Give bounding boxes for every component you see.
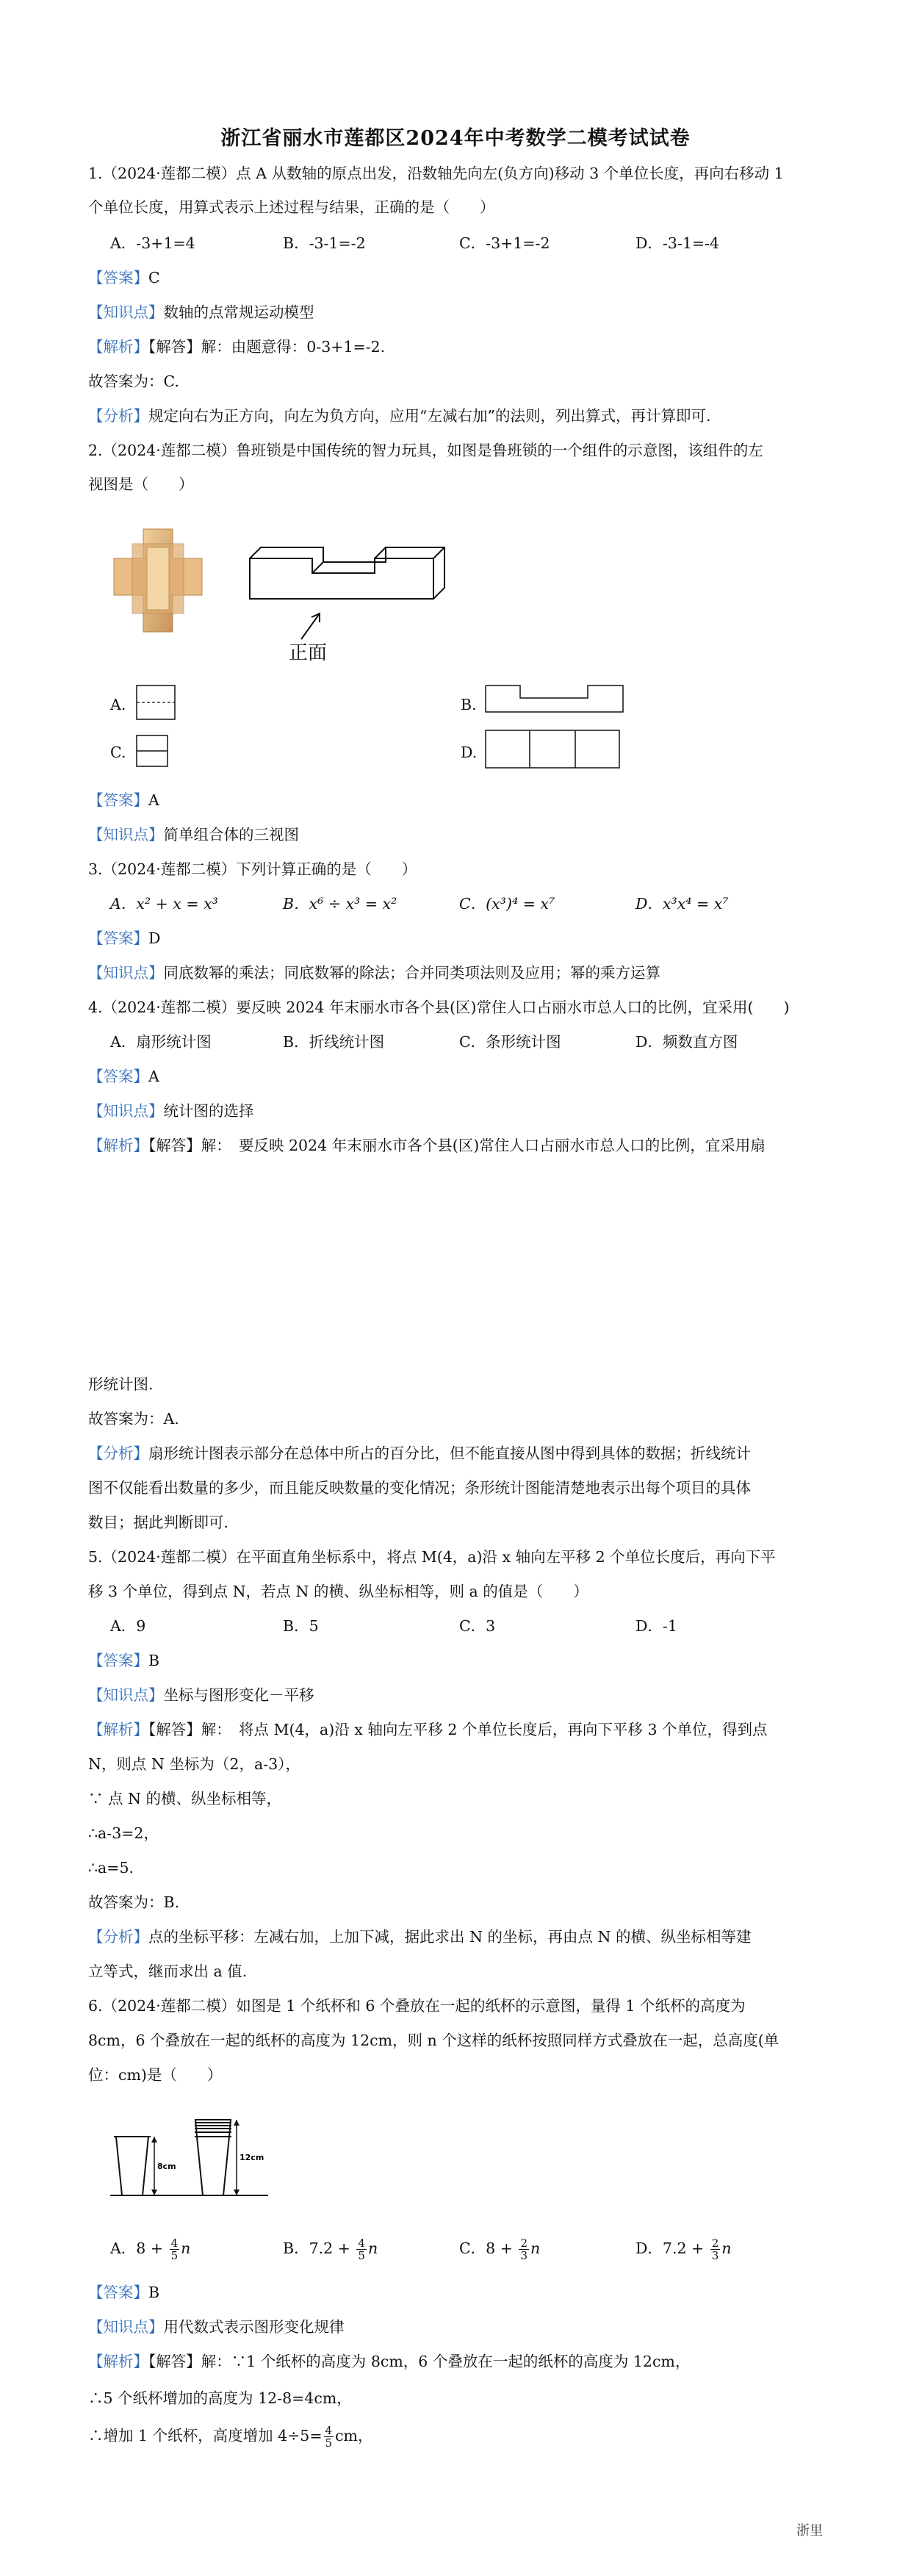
q6-option-c: C．8 + $\frac{2}{3}$ n (459, 2237, 541, 2262)
q5-stem-line-1: 5.（2024·莲都二模）在平面直角坐标系中，将点 M(4，a)沿 x 轴向左平移 2 个单位长度后，再向下平 (88, 1548, 776, 1566)
knowledge-tag: 【知识点】 (88, 303, 164, 321)
q5-note-line-2: 立等式，继而求出 a 值. (88, 1962, 248, 1980)
note-tag: 【分析】 (88, 1444, 148, 1462)
q2-answer: A (148, 791, 159, 809)
q4-option-b: B．折线统计图 (283, 1033, 385, 1051)
q5-analysis-row (88, 1719, 830, 1740)
q2-answer-row (88, 790, 830, 810)
q1-answer-row (88, 267, 830, 288)
knowledge-tag: 【知识点】 (88, 1102, 164, 1120)
q4-knowledge: 统计图的选择 (163, 1102, 254, 1120)
q3-option-b: B．x⁶ ÷ x³ = x² (283, 895, 397, 913)
q2-option-b: B. (461, 696, 477, 713)
q6-option-a: A．8 + $\frac{4}{5}$ n (110, 2237, 191, 2262)
q6-analysis-line-3: ∴增加 1 个纸杯，高度增加 4÷5= $\frac{4}{5}$ cm， (88, 2424, 373, 2450)
q4-analysis-row (88, 1135, 830, 1156)
q2-option-d: D. (461, 744, 478, 761)
q4-answer-row (88, 1066, 830, 1087)
q5-knowledge: 坐标与图形变化－平移 (163, 1686, 314, 1704)
q5-analysis-line-5: ∴a=5. (88, 1859, 134, 1877)
q5-answer: B (148, 1652, 160, 1669)
q5-answer-row (88, 1650, 830, 1671)
note-tag: 【分析】 (88, 1928, 148, 1946)
q6-option-d: D．7.2 + $\frac{2}{3}$ n (635, 2237, 732, 2262)
knowledge-tag: 【知识点】 (88, 2318, 164, 2336)
q2-stem-line-1: 2.（2024·莲都二模）鲁班锁是中国传统的智力玩具，如图是鲁班锁的一个组件的示意图，该组件的左 (88, 442, 763, 459)
answer-tag: 【答案】 (88, 1652, 148, 1669)
q6-analysis-line-1: 【解答】解：∵1 个纸杯的高度为 8cm，6 个叠放在一起的纸杯的高度为 12cm， (148, 2353, 691, 2370)
q3-knowledge: 同底数幂的乘法；同底数幂的除法；合并同类项法则及应用；幂的乘方运算 (163, 964, 660, 982)
q5-option-d: D．-1 (635, 1617, 677, 1635)
q5-analysis-line-2: N，则点 N 坐标为（2，a-3）， (88, 1755, 300, 1773)
q4-analysis-line-1: 【解答】解： 要反映 2024 年末丽水市各个县(区)常住人口占丽水市总人口的比例，宜采用扇 (148, 1137, 766, 1154)
q1-analysis: 【解答】解：由题意得：0-3+1=-2. (148, 338, 386, 356)
q1-option-a: A．-3+1=4 (110, 234, 195, 252)
q5-note-line-1: 点的坐标平移：左减右加，上加下减，据此求出 N 的坐标，再由点 N 的横、纵坐标相等建 (148, 1928, 752, 1946)
q1-option-b: B．-3-1=-2 (283, 234, 366, 252)
q2-option-b-figure (485, 685, 624, 714)
q2-option-d-figure (485, 730, 621, 770)
q6-analysis-line-2: ∴5 个纸杯增加的高度为 12-8=4cm， (88, 2389, 352, 2407)
front-label: 正面 (289, 642, 328, 664)
q3-option-d: D．x³x⁴ = x⁷ (635, 895, 729, 913)
q6-knowledge-row (88, 2317, 830, 2337)
q2-knowledge-row (88, 824, 830, 845)
q1-conclusion: 故答案为：C. (88, 373, 179, 390)
q4-option-a: A．扇形统计图 (110, 1033, 212, 1051)
q5-option-c: C．3 (459, 1617, 496, 1635)
q6-stem-line-2: 8cm，6 个叠放在一起的纸杯的高度为 12cm，则 n 个这样的纸杯按照同样方式叠放在一起，总高度(单 (88, 2032, 779, 2049)
q1-knowledge: 数轴的点常规运动模型 (163, 303, 314, 321)
luban-lock-photo (110, 525, 206, 636)
q5-note-row (88, 1926, 830, 1947)
analysis-tag: 【解析】 (88, 2353, 148, 2370)
q4-stem: 4.（2024·莲都二模）要反映 2024 年末丽水市各个县(区)常住人口占丽水市总人口的比例，宜采用( ) (88, 999, 790, 1016)
q5-option-b: B．5 (283, 1617, 319, 1635)
answer-tag: 【答案】 (88, 791, 148, 809)
paper-cups-figure (110, 2116, 272, 2201)
note-tag: 【分析】 (88, 407, 148, 425)
q3-option-a: A．x² + x = x³ (110, 895, 218, 913)
q1-stem-line-1: 1.（2024·莲都二模）点 A 从数轴的原点出发，沿数轴先向左(负方向)移动 3 个单位长度，再向右移动 1 (88, 165, 784, 182)
q3-knowledge-row (88, 963, 830, 983)
q5-stem-line-2: 移 3 个单位，得到点 N，若点 N 的横、纵坐标相等，则 a 的值是（ ） (88, 1583, 588, 1600)
q1-answer: C (148, 269, 160, 287)
analysis-tag: 【解析】 (88, 1721, 148, 1738)
q6-analysis-row (88, 2351, 830, 2372)
q4-analysis-line-2: 形统计图. (88, 1375, 154, 1393)
q6-knowledge: 用代数式表示图形变化规律 (163, 2318, 345, 2336)
q4-option-c: C．条形统计图 (459, 1033, 561, 1051)
q6-option-d-fraction: $\frac{2}{3}$ (711, 2237, 719, 2262)
q4-note-row (88, 1443, 830, 1464)
q5-analysis-line-1: 【解答】解： 将点 M(4，a)沿 x 轴向左平移 2 个单位长度后，再向下平移 3 个单位，得到点 (148, 1721, 768, 1738)
analysis-tag: 【解析】 (88, 1137, 148, 1154)
q2-option-a: A. (110, 696, 126, 713)
q3-answer-row (88, 928, 830, 949)
q4-note-line-3: 数目；据此判断即可. (88, 1514, 229, 1531)
knowledge-tag: 【知识点】 (88, 964, 164, 982)
q4-option-d: D．频数直方图 (635, 1033, 738, 1051)
q6-analysis-fraction: $\frac{4}{5}$ (325, 2424, 333, 2450)
q4-note-line-1: 扇形统计图表示部分在总体中所占的百分比，但不能直接从图中得到具体的数据；折线统计 (148, 1444, 751, 1462)
component-diagram (250, 536, 448, 669)
q2-stem-line-2: 视图是（ ） (88, 475, 194, 493)
answer-tag: 【答案】 (88, 2284, 148, 2301)
q6-option-a-fraction: $\frac{4}{5}$ (170, 2237, 179, 2262)
q6-option-b: B．7.2 + $\frac{4}{5}$ n (283, 2237, 378, 2262)
q3-option-c: C．(x³)⁴ = x⁷ (459, 895, 555, 913)
knowledge-tag: 【知识点】 (88, 1686, 164, 1704)
q5-analysis-line-4: ∴a-3=2， (88, 1824, 159, 1842)
q3-answer: D (148, 929, 161, 947)
q5-analysis-line-3: ∵ 点 N 的横、纵坐标相等， (88, 1790, 281, 1807)
q5-option-a: A．9 (110, 1617, 146, 1635)
q6-answer: B (148, 2284, 160, 2301)
q2-option-c: C. (110, 744, 126, 761)
q1-option-c: C．-3+1=-2 (459, 234, 550, 252)
stack-height-label: 12cm (240, 2153, 264, 2162)
q1-option-d: D．-3-1=-4 (635, 234, 720, 252)
q1-note-row (88, 406, 830, 426)
answer-tag: 【答案】 (88, 1068, 148, 1085)
q1-analysis-row (88, 337, 830, 357)
q1-note: 规定向右为正方向，向左为负方向，应用“左减右加”的法则，列出算式，再计算即可. (148, 407, 711, 425)
q2-option-c-figure (136, 735, 169, 768)
q2-option-a-figure (136, 685, 176, 722)
knowledge-tag: 【知识点】 (88, 826, 164, 843)
q3-stem: 3.（2024·莲都二模）下列计算正确的是（ ） (88, 860, 417, 878)
q6-option-c-fraction: $\frac{2}{3}$ (520, 2237, 527, 2262)
q5-knowledge-row (88, 1685, 830, 1705)
q6-option-b-fraction: $\frac{4}{5}$ (358, 2237, 365, 2262)
q4-conclusion: 故答案为：A. (88, 1410, 179, 1428)
q4-answer: A (148, 1068, 159, 1085)
q4-knowledge-row (88, 1101, 830, 1121)
q1-stem-line-2: 个单位长度，用算式表示上述过程与结果，正确的是（ ） (88, 198, 495, 216)
q5-conclusion: 故答案为：B. (88, 1893, 180, 1911)
q6-answer-row (88, 2282, 830, 2303)
page-footer: 浙里 (796, 2523, 823, 2539)
q4-note-line-2: 图不仅能看出数量的多少，而且能反映数量的变化情况；条形统计图能清楚地表示出每个项目的具体 (88, 1479, 751, 1497)
analysis-tag: 【解析】 (88, 338, 148, 356)
page-title: 浙江省丽水市莲都区2024年中考数学二模考试试卷 (220, 127, 691, 150)
answer-tag: 【答案】 (88, 269, 148, 287)
q1-knowledge-row (88, 302, 830, 323)
q6-stem-line-3: 位：cm)是（ ） (88, 2066, 223, 2084)
answer-tag: 【答案】 (88, 929, 148, 947)
q6-stem-line-1: 6.（2024·莲都二模）如图是 1 个纸杯和 6 个叠放在一起的纸杯的示意图，量得 1 个纸杯的高度为 (88, 1997, 746, 2015)
q2-knowledge: 简单组合体的三视图 (163, 826, 299, 843)
cup-height-label: 8cm (157, 2162, 176, 2171)
